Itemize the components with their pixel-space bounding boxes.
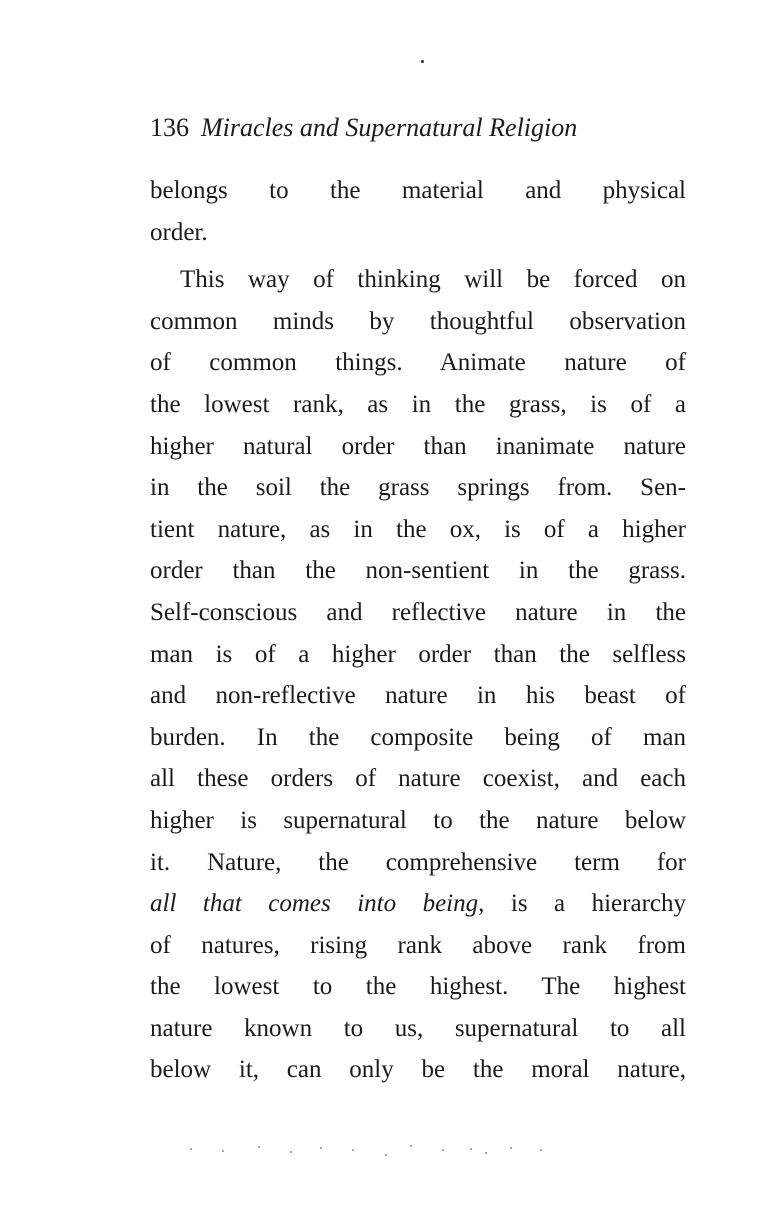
text-line: below it, can only be the moral nature,: [150, 1056, 686, 1084]
text-line: of common things. Animate nature of: [150, 349, 686, 377]
page-number: 136: [150, 113, 189, 142]
text-line: higher is supernatural to the nature below: [150, 806, 686, 834]
running-header: [150, 110, 690, 146]
ink-speck: [421, 60, 424, 63]
text-line: tient nature, as in the ox, is of a higher: [150, 515, 686, 543]
scan-noise: [180, 1140, 560, 1160]
text-line: all these orders of nature coexist, and each: [150, 765, 686, 793]
text-line: man is of a higher order than the selfless: [150, 640, 686, 668]
text-line: order than the non-sentient in the grass.: [150, 557, 686, 585]
text-line: common minds by thoughtful observation: [150, 307, 686, 335]
body-text: [150, 170, 686, 1091]
text-line: belongs to the material and physical: [150, 177, 686, 204]
text-line: in the soil the grass springs from. Sen-: [150, 474, 686, 502]
italic-phrase: all that comes into being,: [150, 890, 485, 918]
text-line: and non-reflective nature in his beast of: [150, 682, 686, 710]
text-line-with-italic: [150, 883, 686, 925]
text-line: the lowest rank, as in the grass, is of a: [150, 390, 686, 418]
text-line-rest: is a hierarchy: [510, 890, 686, 918]
text-line: the lowest to the highest. The highest: [150, 973, 686, 1001]
text-line: order.: [150, 218, 208, 246]
text-line: burden. In the composite being of man: [150, 723, 686, 751]
text-line: This way of thinking will be forced on: [180, 266, 686, 294]
running-title: Miracles and Supernatural Religion: [201, 113, 578, 142]
text-line: Self-conscious and reflective nature in the: [150, 598, 686, 626]
text-line: of natures, rising rank above rank from: [150, 931, 686, 959]
text-line: higher natural order than inanimate nature: [150, 432, 686, 460]
text-line: it. Nature, the comprehensive term for: [150, 848, 686, 876]
text-line: nature known to us, supernatural to all: [150, 1014, 686, 1042]
